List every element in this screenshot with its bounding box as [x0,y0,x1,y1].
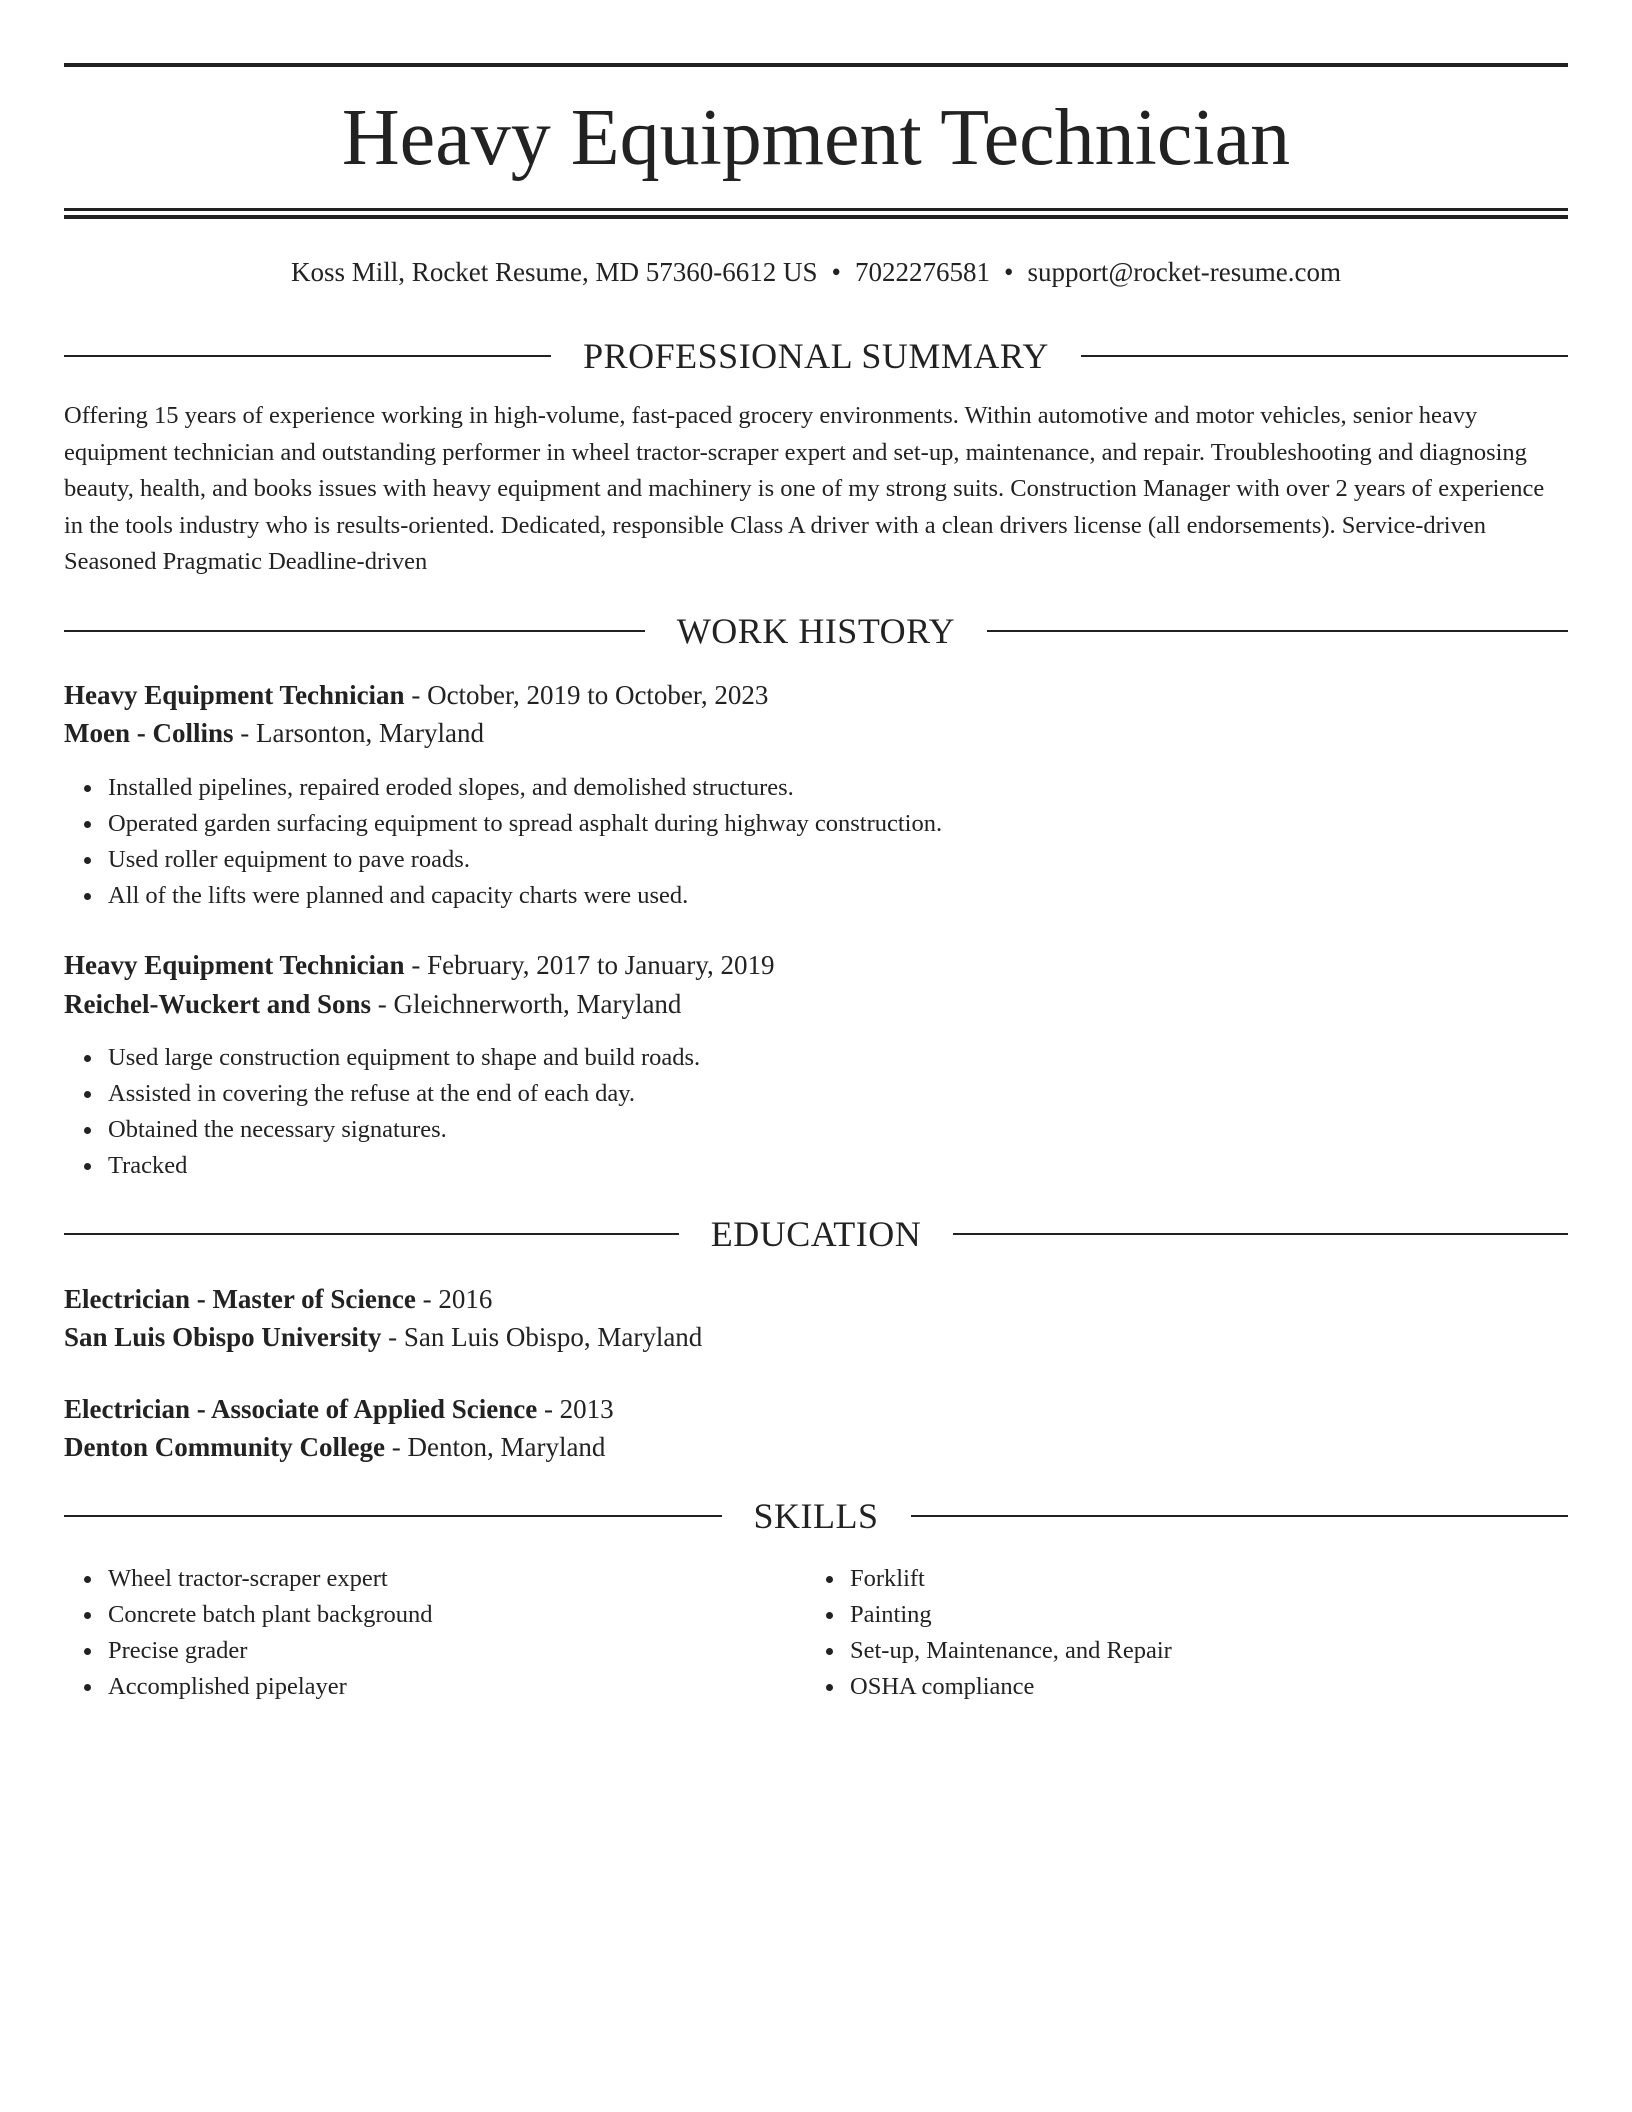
skill-item: OSHA compliance [850,1669,1172,1705]
contact-line [64,252,1568,292]
header-double-rule-lower [64,215,1568,219]
contact-separator: • [1003,257,1014,287]
divider-line [953,1233,1568,1235]
contact-separator: • [831,257,841,287]
list-item: Assisted in covering the refuse at the end of each day. [108,1076,700,1112]
section-header-work [64,609,1568,653]
section-title-skills: SKILLS [753,1496,879,1536]
divider-line [987,630,1568,632]
list-item: Used large construction equipment to shape and build roads. [108,1040,700,1076]
job-2-employer [64,985,1568,1023]
divider-line [911,1515,1569,1517]
education-1-degree: Electrician - Master of Science [64,1284,416,1314]
section-title-education: EDUCATION [710,1214,922,1254]
contact-phone: 7022276581 [854,257,990,287]
education-2-heading [64,1390,1568,1428]
skill-item: Forklift [850,1561,1172,1597]
job-2-heading [64,946,1568,984]
divider-line [64,355,551,357]
section-header-education [64,1212,1568,1256]
job-1-employer [64,714,1568,752]
divider-line [64,630,645,632]
education-1-school-line [64,1318,1568,1356]
skill-item: Precise grader [108,1633,433,1669]
list-item: Installed pipelines, repaired eroded slopes, and demolished structures. [108,770,942,806]
job-2-company: Reichel-Wuckert and Sons [64,989,372,1019]
list-item: Tracked [108,1148,700,1184]
education-1-school: San Luis Obispo University [64,1322,382,1352]
skill-item: Wheel tractor-scraper expert [108,1561,433,1597]
header-double-rule-upper [64,208,1568,211]
header-top-rule [64,63,1568,67]
section-header-skills [64,1494,1568,1538]
skills-list-left [64,1561,433,1705]
job-1-title: Heavy Equipment Technician [64,680,405,710]
education-2-location: - Denton, Maryland [384,1432,606,1462]
section-title-work: WORK HISTORY [676,611,956,651]
job-2-title: Heavy Equipment Technician [64,950,405,980]
education-1-heading [64,1280,1568,1318]
job-1-heading [64,676,1568,714]
job-2-dates: - February, 2017 to January, 2019 [404,950,775,980]
contact-email: support@rocket-resume.com [1027,257,1341,287]
job-1-bullets [64,770,942,914]
job-1-location: - Larsonton, Maryland [233,718,484,748]
education-2-year: - 2013 [537,1394,614,1424]
summary-text: Offering 15 years of experience working in high-volume, fast-paced grocery environments. Within automotive and motor vehicles, senior heavy equipment technician and outstanding performer in wheel tractor-scraper expert and set-up, maintenance, and repair. Troubleshooting and diagnosing beauty, health, and books issues with heavy equipment and machinery is one of my strong suits. Construction Manager with over 2 years of experience in the tools industry who is results-oriented. Dedicated, responsible Class A driver with a clean drivers license (all endorsements). Service-driven Seasoned Pragmatic Deadline-driven [64,402,1545,575]
section-title-summary: PROFESSIONAL SUMMARY [583,336,1049,376]
list-item: Obtained the necessary signatures. [108,1112,700,1148]
education-2-school: Denton Community College [64,1432,385,1462]
divider-line [64,1515,722,1517]
education-2-school-line [64,1428,1568,1466]
contact-address: Koss Mill, Rocket Resume, MD 57360-6612 US [291,257,818,287]
divider-line [1081,355,1568,357]
education-2-degree: Electrician - Associate of Applied Science [64,1394,538,1424]
section-header-summary [64,334,1568,378]
education-1-location: - San Luis Obispo, Maryland [381,1322,703,1352]
divider-line [64,1233,679,1235]
list-item: Used roller equipment to pave roads. [108,842,942,878]
job-2-bullets [64,1040,700,1184]
education-1-year: - 2016 [415,1284,493,1314]
skill-item: Accomplished pipelayer [108,1669,433,1705]
list-item: Operated garden surfacing equipment to spread asphalt during highway construction. [108,806,942,842]
skill-item: Painting [850,1597,1172,1633]
resume-title: Heavy Equipment Technician [341,94,1291,182]
skill-item: Concrete batch plant background [108,1597,433,1633]
skills-list-right [806,1561,1172,1705]
job-2-location: - Gleichnerworth, Maryland [371,989,682,1019]
list-item: All of the lifts were planned and capacity charts were used. [108,878,942,914]
skill-item: Set-up, Maintenance, and Repair [850,1633,1172,1669]
job-1-company: Moen - Collins [64,718,234,748]
job-1-dates: - October, 2019 to October, 2023 [404,680,769,710]
